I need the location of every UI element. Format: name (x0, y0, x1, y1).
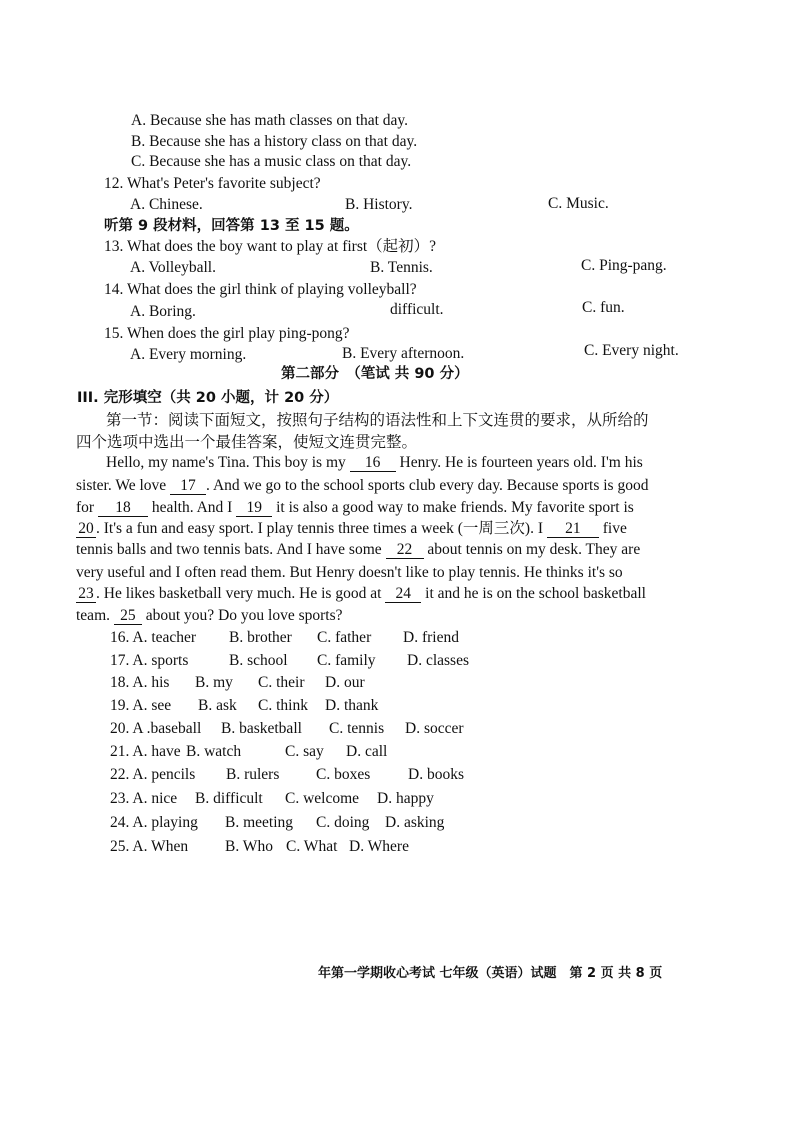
passage-text: Henry. He is fourteen years old. I'm his (395, 454, 643, 471)
q12-stem: 12. What's Peter's favorite subject? (104, 175, 321, 192)
q12-option-a: A. Chinese. (130, 196, 203, 213)
choice-b: B. school (229, 652, 288, 669)
choice-d: D. soccer (405, 720, 464, 737)
passage-line-2 (76, 476, 648, 496)
choice-b: B. difficult (195, 790, 263, 807)
passage-text: health. And I (147, 499, 237, 516)
choice-c: C. say (285, 743, 324, 760)
q14-option-a: A. Boring. (130, 303, 196, 320)
passage-text: . He likes basketball very much. He is good at (96, 585, 386, 602)
choice-c: C. family (317, 652, 376, 669)
choice-d: D. Where (349, 838, 409, 855)
choice-c: C. father (317, 629, 372, 646)
choice-d: D. classes (407, 652, 469, 669)
blank-17: 17 (170, 478, 206, 495)
q12-option-c: C. Music. (548, 195, 609, 212)
passage-text: sister. We love (76, 477, 171, 494)
choice-row-19 (110, 696, 510, 716)
q11-option-a: A. Because she has math classes on that day. (131, 112, 409, 129)
choice-a: 21. A. have (110, 743, 181, 760)
choice-d: D. happy (377, 790, 434, 807)
choice-d: D. books (408, 766, 464, 783)
passage-line-3 (76, 498, 634, 518)
choice-row-17 (110, 651, 510, 671)
passage-line-8 (76, 606, 342, 626)
passage-text: it is also a good way to make friends. My favorite sport is (272, 499, 634, 516)
passage-line-5 (76, 540, 640, 560)
q15-option-c: C. Every night. (584, 342, 679, 359)
choice-b: B. meeting (225, 814, 294, 831)
q15-option-b: B. Every afternoon. (342, 345, 465, 362)
choice-a: 19. A. see (110, 697, 172, 714)
page-footer: 年第一学期收心考试 七年级（英语）试题 第 2 页 共 8 页 (318, 966, 663, 981)
blank-25: 25 (114, 608, 142, 625)
q14-option-c: C. fun. (582, 299, 625, 316)
q12-option-b: B. History. (345, 196, 413, 213)
section-three-title: III. 完形填空（共 20 小题，计 20 分） (77, 390, 339, 406)
passage-text: about you? Do you love sports? (141, 607, 343, 624)
passage-line-7 (76, 584, 646, 604)
choice-a: 20. A .baseball (110, 720, 202, 737)
q13-option-a: A. Volleyball. (130, 259, 216, 276)
passage-line-4 (76, 519, 627, 539)
choice-c: C. think (258, 697, 308, 714)
q11-option-c: C. Because she has a music class on that day. (131, 153, 412, 170)
choice-a: 22. A. pencils (110, 766, 196, 783)
choice-row-22 (110, 765, 510, 785)
q13-stem: 13. What does the boy want to play at first（起初）? (104, 238, 437, 255)
passage-line-1 (106, 453, 643, 473)
passage-text: it and he is on the school basketball (421, 585, 646, 602)
passage-text: five (598, 520, 627, 537)
choice-c: C. What (286, 838, 338, 855)
passage-text: tennis balls and two tennis bats. And I have some (76, 541, 386, 558)
blank-19: 19 (236, 500, 272, 517)
part-two-heading: 第二部分 （笔试 共 90 分） (281, 366, 469, 382)
choice-c: C. welcome (285, 790, 360, 807)
choice-b: B. rulers (226, 766, 280, 783)
passage-line-6: very useful and I often read them. But Henry doesn't like to play tennis. He thinks it's so (76, 564, 623, 581)
choice-row-20 (110, 719, 510, 739)
choice-b: B. brother (229, 629, 292, 646)
passage-text: about tennis on my desk. They are (423, 541, 641, 558)
choice-a: 16. A. teacher (110, 629, 197, 646)
choice-row-25 (110, 837, 510, 857)
choice-a: 23. A. nice (110, 790, 178, 807)
q15-option-a: A. Every morning. (130, 346, 247, 363)
choice-c: C. tennis (329, 720, 385, 737)
blank-18: 18 (98, 500, 148, 517)
q14-option-b: difficult. (390, 301, 444, 318)
blank-16: 16 (350, 455, 396, 472)
passage-text: team. (76, 607, 114, 624)
choice-b: B. my (195, 674, 233, 691)
choice-a: 18. A. his (110, 674, 170, 691)
blank-23: 23 (76, 586, 96, 603)
choice-d: D. call (346, 743, 388, 760)
choice-row-23 (110, 789, 510, 809)
instruction-line-1: 第一节：阅读下面短文，按照句子结构的语法性和上下文连贯的要求，从所给的 (106, 411, 649, 429)
choice-b: B. basketball (221, 720, 302, 737)
q15-stem: 15. When does the girl play ping-pong? (104, 325, 350, 342)
choice-a: 17. A. sports (110, 652, 189, 669)
blank-21: 21 (547, 521, 599, 538)
passage-text: . And we go to the school sports club every day. Because sports is good (206, 477, 649, 494)
choice-d: D. friend (403, 629, 459, 646)
choice-d: D. asking (385, 814, 445, 831)
blank-24: 24 (385, 586, 421, 603)
choice-c: C. doing (316, 814, 370, 831)
instruction-line-2: 四个选项中选出一个最佳答案，使短文连贯完整。 (76, 433, 418, 451)
choice-d: D. our (325, 674, 365, 691)
choice-row-16 (110, 628, 510, 648)
blank-20: 20 (76, 521, 96, 538)
q13-option-c: C. Ping-pang. (581, 257, 667, 274)
choice-row-24 (110, 813, 510, 833)
choice-row-18 (110, 673, 510, 693)
blank-22: 22 (386, 542, 424, 559)
passage-text: . It's a fun and easy sport. I play tennis three times a week (一周三次). I (96, 520, 547, 537)
q14-stem: 14. What does the girl think of playing volleyball? (104, 281, 417, 298)
choice-b: B. watch (186, 743, 242, 760)
choice-b: B. Who (225, 838, 273, 855)
choice-b: B. ask (198, 697, 237, 714)
choice-a: 25. A. When (110, 838, 189, 855)
choice-row-21 (110, 742, 510, 762)
choice-c: C. boxes (316, 766, 371, 783)
choice-c: C. their (258, 674, 305, 691)
listening-instruction-9: 听第 9 段材料，回答第 13 至 15 题。 (104, 218, 359, 234)
choice-d: D. thank (325, 697, 379, 714)
passage-text: Hello, my name's Tina. This boy is my (106, 454, 350, 471)
passage-text: for (76, 499, 98, 516)
q13-option-b: B. Tennis. (370, 259, 433, 276)
q11-option-b: B. Because she has a history class on that day. (131, 133, 418, 150)
choice-a: 24. A. playing (110, 814, 198, 831)
